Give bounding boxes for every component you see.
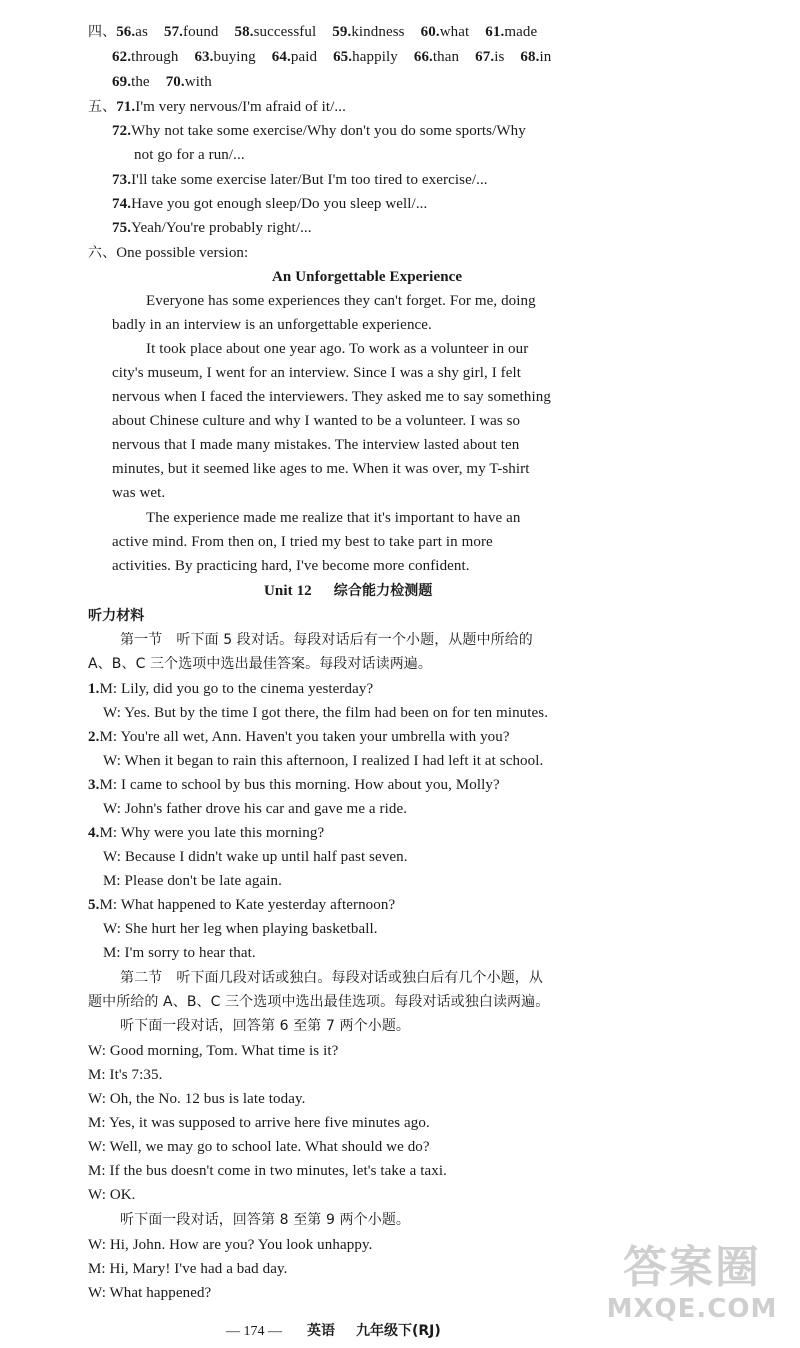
conversation-line: W: What happened?: [88, 1285, 212, 1301]
dialogue-line: 3.M: I came to school by bus this morning. How about you, Molly?: [88, 777, 500, 793]
dialogue-line: W: John's father drove his car and gave me a ride.: [103, 801, 408, 817]
conversation-line: M: Yes, it was supposed to arrive here five minutes ago.: [88, 1115, 430, 1131]
conversation-intro: 听下面一段对话，回答第 8 至第 9 两个小题。: [120, 1212, 411, 1228]
dialogue-line: W: When it began to rain this afternoon, I realized I had left it at school.: [103, 753, 544, 769]
essay-line: city's museum, I went for an interview. Since I was a shy girl, I felt: [112, 365, 522, 381]
conversation-line: W: OK.: [88, 1187, 136, 1203]
part2-instruction: 第二节 听下面几段对话或独白。每段对话或独白后有几个小题，从: [120, 970, 543, 986]
answers-four-line-2: 62.through 63.buying 64.paid 65.happily 66.than 67.is 68.in: [112, 49, 552, 65]
conversation-line: W: Well, we may go to school late. What should we do?: [88, 1139, 430, 1155]
essay-line: minutes, but it seemed like ages to me. When it was over, my T-shirt: [112, 461, 530, 477]
essay-line: activities. By practicing hard, I've become more confident.: [112, 558, 470, 574]
listening-label: 听力材料: [88, 608, 145, 624]
essay-line: badly in an interview is an unforgettable experience.: [112, 317, 432, 333]
dialogue-line: W: Because I didn't wake up until half past seven.: [103, 849, 408, 865]
essay-line: nervous when I faced the interviewers. They asked me to say something: [112, 389, 551, 405]
grade-label: 九年级下(RJ): [356, 1323, 441, 1339]
writing-intro: 六、One possible version:: [88, 245, 249, 261]
site-watermark: 答案圈 MXQE.COM: [606, 1242, 778, 1324]
dialogue-line: M: I'm sorry to hear that.: [103, 945, 256, 961]
conversation-line: W: Good morning, Tom. What time is it?: [88, 1043, 339, 1059]
conversation-line: W: Oh, the No. 12 bus is late today.: [88, 1091, 306, 1107]
answer-75: 75.Yeah/You're probably right/...: [112, 220, 312, 236]
conversation-line: M: If the bus doesn't come in two minutes, let's take a taxi.: [88, 1163, 447, 1179]
essay-line: The experience made me realize that it's important to have an: [146, 510, 521, 526]
essay-line: nervous that I made many mistakes. The interview lasted about ten: [112, 437, 520, 453]
part1-instruction: 第一节 听下面 5 段对话。每段对话后有一个小题，从题中所给的: [120, 632, 533, 648]
answer-74: 74.Have you got enough sleep/Do you sleep well/...: [112, 196, 428, 212]
essay-line: Everyone has some experiences they can't forget. For me, doing: [146, 293, 536, 309]
page-number: — 174 —: [226, 1324, 282, 1339]
dialogue-line: W: She hurt her leg when playing basketball.: [103, 921, 378, 937]
part2-instruction-cont: 题中所给的 A、B、C 三个选项中选出最佳选项。每段对话或独白读两遍。: [88, 994, 550, 1010]
dialogue-line: 2.M: You're all wet, Ann. Haven't you taken your umbrella with you?: [88, 729, 510, 745]
conversation-line: M: Hi, Mary! I've had a bad day.: [88, 1261, 288, 1277]
part1-instruction-cont: A、B、C 三个选项中选出最佳答案。每段对话读两遍。: [88, 656, 433, 672]
section-marker-five: 五、: [88, 99, 117, 115]
dialogue-line: 1.M: Lily, did you go to the cinema yesterday?: [88, 681, 374, 697]
answer-72: 72.Why not take some exercise/Why don't you do some sports/Why: [112, 123, 526, 139]
answer-71: 五、71.I'm very nervous/I'm afraid of it/...: [88, 99, 346, 115]
conversation-line: M: It's 7:35.: [88, 1067, 163, 1083]
subject-label: 英语: [307, 1323, 335, 1339]
essay-line: active mind. From then on, I tried my best to take part in more: [112, 534, 493, 550]
unit-heading: Unit 12 综合能力检测题: [264, 583, 433, 599]
dialogue-line: 4.M: Why were you late this morning?: [88, 825, 325, 841]
answers-four-line-3: 69.the 70.with: [112, 74, 212, 90]
answer-72-continued: not go for a run/...: [134, 147, 245, 163]
answer-73: 73.I'll take some exercise later/But I'm too tired to exercise/...: [112, 172, 488, 188]
dialogue-line: M: Please don't be late again.: [103, 873, 282, 889]
dialogue-line: 5.M: What happened to Kate yesterday afternoon?: [88, 897, 396, 913]
dialogue-line: W: Yes. But by the time I got there, the film had been on for ten minutes.: [103, 705, 549, 721]
conversation-line: W: Hi, John. How are you? You look unhappy.: [88, 1237, 373, 1253]
section-marker-four: 四、: [88, 24, 117, 40]
essay-line: It took place about one year ago. To work as a volunteer in our: [146, 341, 529, 357]
section-marker-six: 六、: [88, 245, 117, 261]
page-footer: [226, 1320, 441, 1340]
essay-title: An Unforgettable Experience: [272, 269, 463, 285]
answers-four-line-1: 四、56.as 57.found 58.successful 59.kindness 60.what 61.made: [88, 24, 538, 40]
conversation-intro: 听下面一段对话，回答第 6 至第 7 两个小题。: [120, 1018, 411, 1034]
essay-line: about Chinese culture and why I wanted to be a volunteer. I was so: [112, 413, 521, 429]
essay-line: was wet.: [112, 485, 166, 501]
